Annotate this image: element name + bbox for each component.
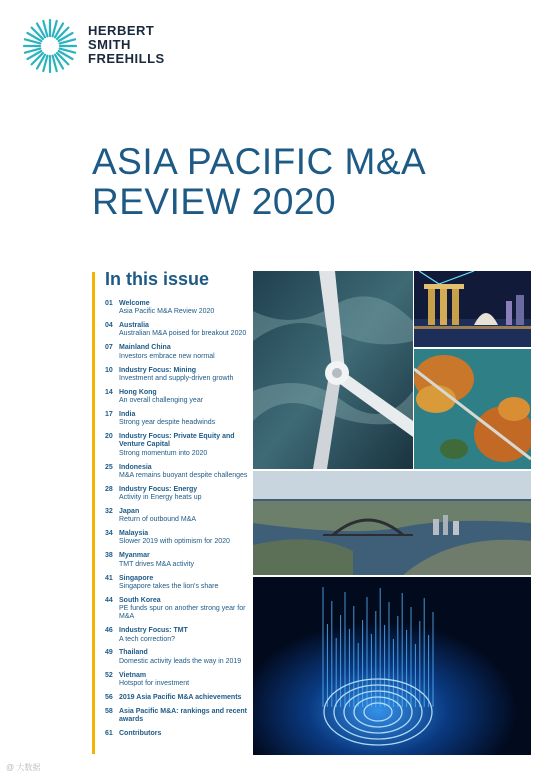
toc-page-number: 25 (105, 463, 113, 471)
toc-item[interactable] (105, 322, 253, 339)
toc-item-title: Industry Focus: Private Equity and Venture Capital (119, 433, 235, 449)
toc-item[interactable] (105, 508, 253, 525)
toc-page-number: 34 (105, 530, 113, 538)
toc-item-description: Asia Pacific M&A Review 2020 (119, 308, 215, 316)
toc-item-title: Mainland China (119, 344, 171, 352)
toc-page-number: 10 (105, 366, 113, 374)
toc-page-number: 46 (105, 627, 113, 635)
toc-item[interactable] (105, 411, 253, 428)
toc-item-description: Investors embrace new normal (119, 352, 215, 360)
toc-item-title: Industry Focus: TMT (119, 627, 188, 635)
watermark-text: @ 大数据 (6, 763, 41, 772)
toc-item[interactable] (105, 486, 253, 503)
toc-item-description: Strong year despite headwinds (119, 419, 216, 427)
toc-page-number: 38 (105, 552, 113, 560)
toc-item-description: TMT drives M&A activity (119, 560, 194, 568)
toc-item-description: M&A remains buoyant despite challenges (119, 471, 248, 479)
report-title (92, 142, 426, 222)
herbert-smith-freehills-logo (22, 18, 78, 74)
toc-page-number: 61 (105, 729, 113, 737)
toc-item[interactable] (105, 433, 253, 458)
toc-item-description: Australian M&A poised for breakout 2020 (119, 330, 247, 338)
brand-line-3: FREEHILLS (88, 51, 165, 66)
toc-item-title: Thailand (119, 649, 148, 657)
toc-page-number: 56 (105, 693, 113, 701)
toc-item-description: Singapore takes the lion's share (119, 582, 219, 590)
toc-item-title: Asia Pacific M&A: rankings and recent awards (119, 707, 247, 723)
toc-page-number: 49 (105, 649, 113, 657)
toc-item-title: Australia (119, 322, 149, 330)
toc-item-description: Return of outbound M&A (119, 516, 197, 524)
toc-item[interactable] (105, 597, 253, 622)
toc-page-number: 41 (105, 574, 113, 582)
toc-page-number: 32 (105, 507, 113, 515)
toc-item[interactable] (105, 694, 253, 702)
toc-item[interactable] (105, 730, 253, 738)
toc-page-number: 44 (105, 596, 113, 604)
toc-item[interactable] (105, 575, 253, 592)
report-title-line-2: REVIEW 2020 (92, 181, 337, 222)
toc-page-number: 04 (105, 322, 113, 330)
toc-item-description: Slower 2019 with optimism for 2020 (119, 538, 230, 546)
toc-page-number: 01 (105, 300, 113, 307)
toc-item[interactable] (105, 344, 253, 361)
toc-item[interactable] (105, 672, 253, 689)
autumn-island-road-photo (414, 349, 531, 469)
table-of-contents (105, 300, 253, 744)
fingerprint-circuit-photo (253, 577, 531, 755)
toc-page-number: 17 (105, 410, 113, 418)
toc-page-number: 58 (105, 707, 113, 715)
toc-item-title: Hong Kong (119, 388, 157, 396)
toc-page-number: 20 (105, 433, 113, 441)
toc-item[interactable] (105, 464, 253, 481)
toc-item-description: Investment and supply-driven growth (119, 374, 234, 382)
toc-item-description: A tech correction? (119, 635, 176, 643)
toc-item-title: Singapore (119, 574, 154, 582)
toc-item-description: Strong momentum into 2020 (119, 449, 208, 457)
toc-item-title: Contributors (119, 729, 162, 737)
toc-item-title: Japan (119, 507, 140, 515)
toc-page-number: 28 (105, 485, 113, 493)
toc-item[interactable] (105, 530, 253, 547)
toc-item-title: India (119, 410, 136, 418)
toc-page-number: 07 (105, 344, 113, 352)
toc-item-title: Welcome (119, 300, 150, 307)
toc-item[interactable] (105, 708, 253, 725)
toc-page-number: 52 (105, 671, 113, 679)
brand-name (88, 24, 165, 66)
toc-item-title: Indonesia (119, 463, 152, 471)
wind-turbine-photo (253, 271, 413, 469)
toc-item-description: PE funds spur on another strong year for M&A (119, 605, 246, 621)
toc-item-description: Domestic activity leads the way in 2019 (119, 657, 242, 665)
toc-item[interactable] (105, 367, 253, 384)
toc-item[interactable] (105, 300, 253, 317)
toc-item[interactable] (105, 552, 253, 569)
accent-rule (92, 272, 95, 754)
toc-item[interactable] (105, 649, 253, 666)
toc-item-title: Malaysia (119, 530, 149, 538)
toc-item-title: Industry Focus: Mining (119, 366, 196, 374)
toc-item-title: South Korea (119, 596, 161, 604)
brand-line-1: HERBERT (88, 23, 155, 38)
harbour-bridge-photo (253, 471, 531, 575)
toc-item-title: Vietnam (119, 671, 147, 679)
brand-line-2: SMITH (88, 37, 131, 52)
toc-page-number: 14 (105, 388, 113, 396)
toc-item[interactable] (105, 389, 253, 406)
toc-item-description: Hotspot for investment (119, 679, 190, 687)
toc-item-title: Myanmar (119, 552, 150, 560)
toc-item[interactable] (105, 627, 253, 644)
toc-item-title: 2019 Asia Pacific M&A achievements (119, 693, 242, 701)
toc-item-description: Activity in Energy heats up (119, 494, 202, 502)
toc-item-title: Industry Focus: Energy (119, 485, 198, 493)
report-title-line-1: ASIA PACIFIC M&A (92, 141, 427, 182)
toc-item-description: An overall challenging year (119, 397, 204, 405)
marina-bay-photo (414, 271, 531, 347)
in-this-issue-heading: In this issue (105, 269, 210, 289)
